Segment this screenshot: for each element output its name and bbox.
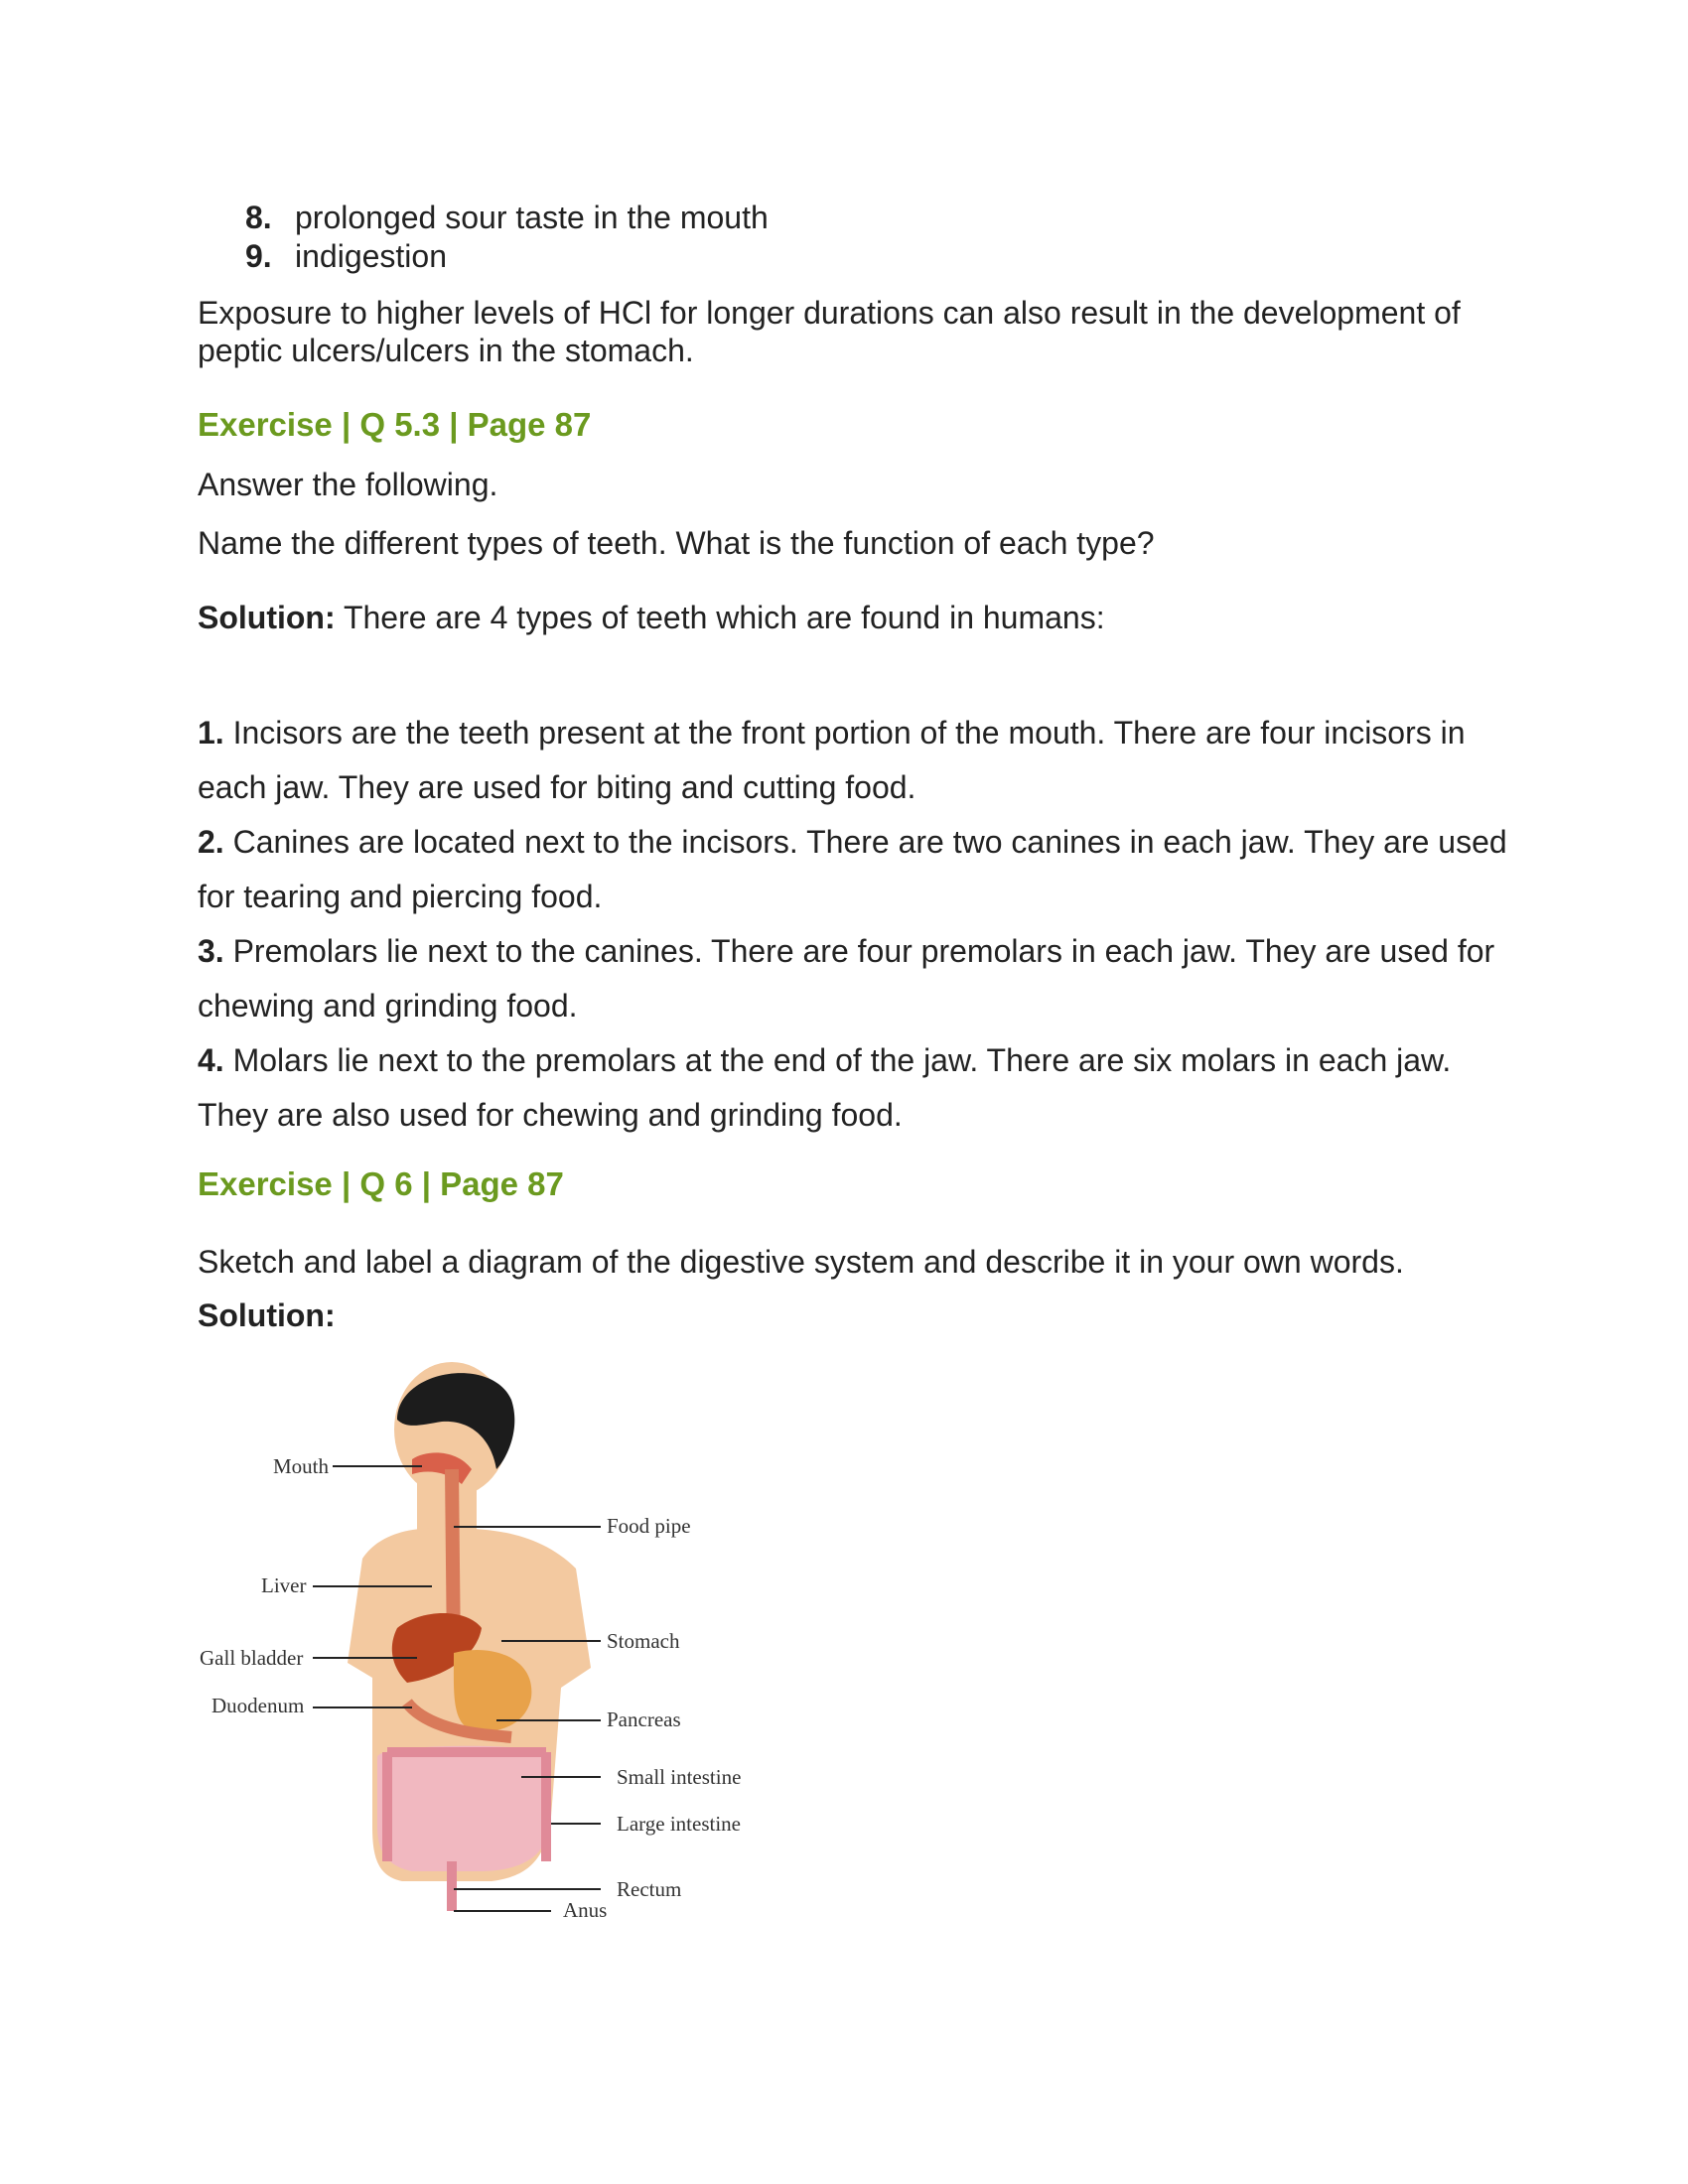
- label-mouth: Mouth: [273, 1454, 330, 1478]
- list-text: Premolars lie next to the canines. There are four premolars in each jaw. They are used for chewing and grinding food.: [198, 933, 1495, 1024]
- label-gall-bladder: Gall bladder: [200, 1646, 304, 1670]
- hcl-paragraph: Exposure to higher levels of HCl for longer durations can also result in the development of peptic ulcers/ulcers in the stomach.: [198, 295, 1461, 368]
- q53-heading: Exercise | Q 5.3 | Page 87: [198, 406, 592, 443]
- list-number: 3.: [198, 933, 224, 969]
- label-large-intestine: Large intestine: [617, 1812, 741, 1836]
- teeth-list: [198, 706, 1508, 1143]
- q53-solution: [198, 600, 1105, 636]
- q6-question: Sketch and label a diagram of the digestive system and describe it in your own words.: [198, 1244, 1404, 1280]
- digestive-system-figure: [194, 1360, 789, 1936]
- list-number: 8.: [245, 200, 272, 235]
- q6-heading: Exercise | Q 6 | Page 87: [198, 1165, 564, 1202]
- label-stomach: Stomach: [607, 1629, 680, 1653]
- list-item: [198, 706, 1508, 815]
- q53-instruction: Answer the following.: [198, 467, 498, 502]
- solution-label: Solution:: [198, 600, 336, 635]
- list-text: indigestion: [295, 238, 447, 274]
- list-text: Molars lie next to the premolars at the end of the jaw. There are six molars in each jaw. They are also used for chewing and grinding food.: [198, 1042, 1452, 1133]
- list-item: [198, 815, 1508, 924]
- list-text: Canines are located next to the incisors. There are two canines in each jaw. They are used for tearing and piercing food.: [198, 824, 1507, 914]
- list-number: 4.: [198, 1042, 224, 1078]
- label-anus: Anus: [563, 1898, 608, 1922]
- label-food-pipe: Food pipe: [607, 1514, 691, 1538]
- list-text: prolonged sour taste in the mouth: [295, 200, 769, 235]
- q6-solution-label: Solution:: [198, 1297, 336, 1333]
- label-liver: Liver: [261, 1573, 307, 1597]
- symptom-list: [245, 199, 769, 276]
- digestive-system-diagram: [194, 1360, 789, 1936]
- label-small-intestine: Small intestine: [617, 1765, 742, 1789]
- list-text: Incisors are the teeth present at the front portion of the mouth. There are four incisors in each jaw. They are used for biting and cutting food.: [198, 715, 1466, 805]
- list-item: [245, 199, 769, 237]
- label-pancreas: Pancreas: [607, 1707, 681, 1731]
- label-rectum: Rectum: [617, 1877, 682, 1901]
- list-number: 9.: [245, 238, 272, 274]
- intestine-shape: [377, 1746, 551, 1871]
- list-item: [198, 924, 1508, 1033]
- label-duodenum: Duodenum: [211, 1694, 305, 1717]
- list-number: 2.: [198, 824, 224, 860]
- list-item: [198, 1033, 1508, 1143]
- list-number: 1.: [198, 715, 224, 751]
- solution-intro: There are 4 types of teeth which are found in humans:: [335, 600, 1105, 635]
- q53-question: Name the different types of teeth. What is the function of each type?: [198, 525, 1155, 561]
- list-item: [245, 237, 769, 276]
